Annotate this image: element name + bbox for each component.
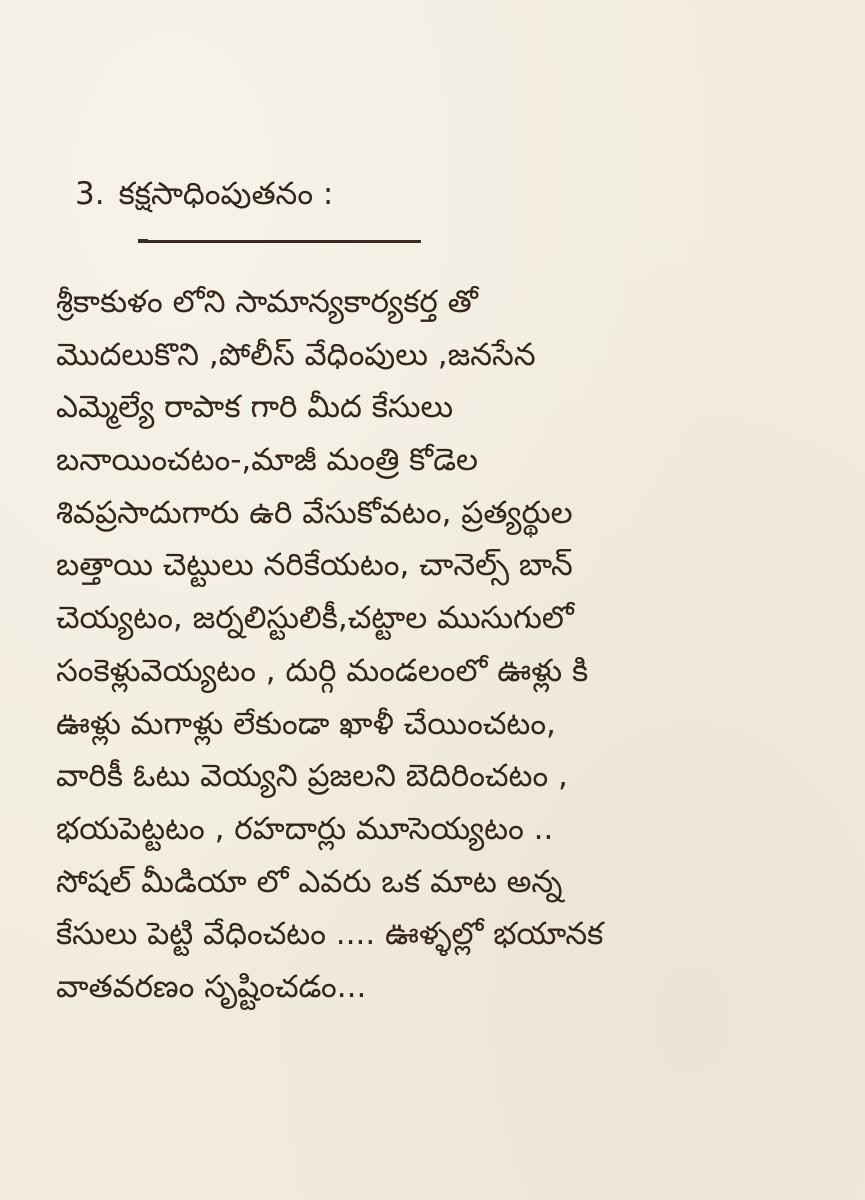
text-line: శ్రీకాకుళం లోని సామాన్యకార్యకర్త తో xyxy=(56,284,478,320)
text-line: వాతవరణం సృష్టించడం... xyxy=(56,968,367,1005)
text-line: వారికీ ఓటు వెయ్యని ప్రజలని బెదిరించటం , xyxy=(56,758,568,795)
text-line: భయపెట్టటం , రహదార్లు మూసెయ్యటం .. xyxy=(56,810,554,847)
body-paragraph xyxy=(56,276,846,1014)
section-heading xyxy=(75,170,333,218)
text-line: చెయ్యటం, జర్నలిస్టులికీ,చట్టాల ముసుగులో xyxy=(56,600,574,637)
text-line: ఊళ్లు మగాళ్లు లేకుండా ఖాళీ చేయించటం, xyxy=(56,705,556,742)
section-title: కక్షసాధింపుతనం : xyxy=(118,176,334,212)
text-line: శివప్రసాదుగారు ఉరి వేసుకోవటం, ప్రత్యర్థుల xyxy=(56,494,573,531)
text-line: మొదలుకొని ,పోలీస్ వేధింపులు ,జనసేన xyxy=(56,336,536,373)
text-line: బత్తాయి చెట్టులు నరికేయటం, చానెల్స్ బాన్ xyxy=(56,547,573,584)
text-line: సోషల్ మీడియా లో ఎవరు ఒక మాట అన్న xyxy=(56,863,563,900)
heading-underline xyxy=(138,240,421,243)
text-line: ఎమ్మెల్యే రాపాక గారి మీద కేసులు xyxy=(56,389,454,426)
section-number: 3. xyxy=(75,176,105,212)
text-line: కేసులు పెట్టి వేధించటం .... ఊళ్ళల్లో భయానక xyxy=(56,916,604,953)
text-line: సంకెళ్లువెయ్యటం , దుర్గి మండలంలో ఊళ్లు కి xyxy=(56,652,589,689)
text-line: బనాయించటం-,మాజీ మంత్రి కోడెల xyxy=(56,442,479,479)
